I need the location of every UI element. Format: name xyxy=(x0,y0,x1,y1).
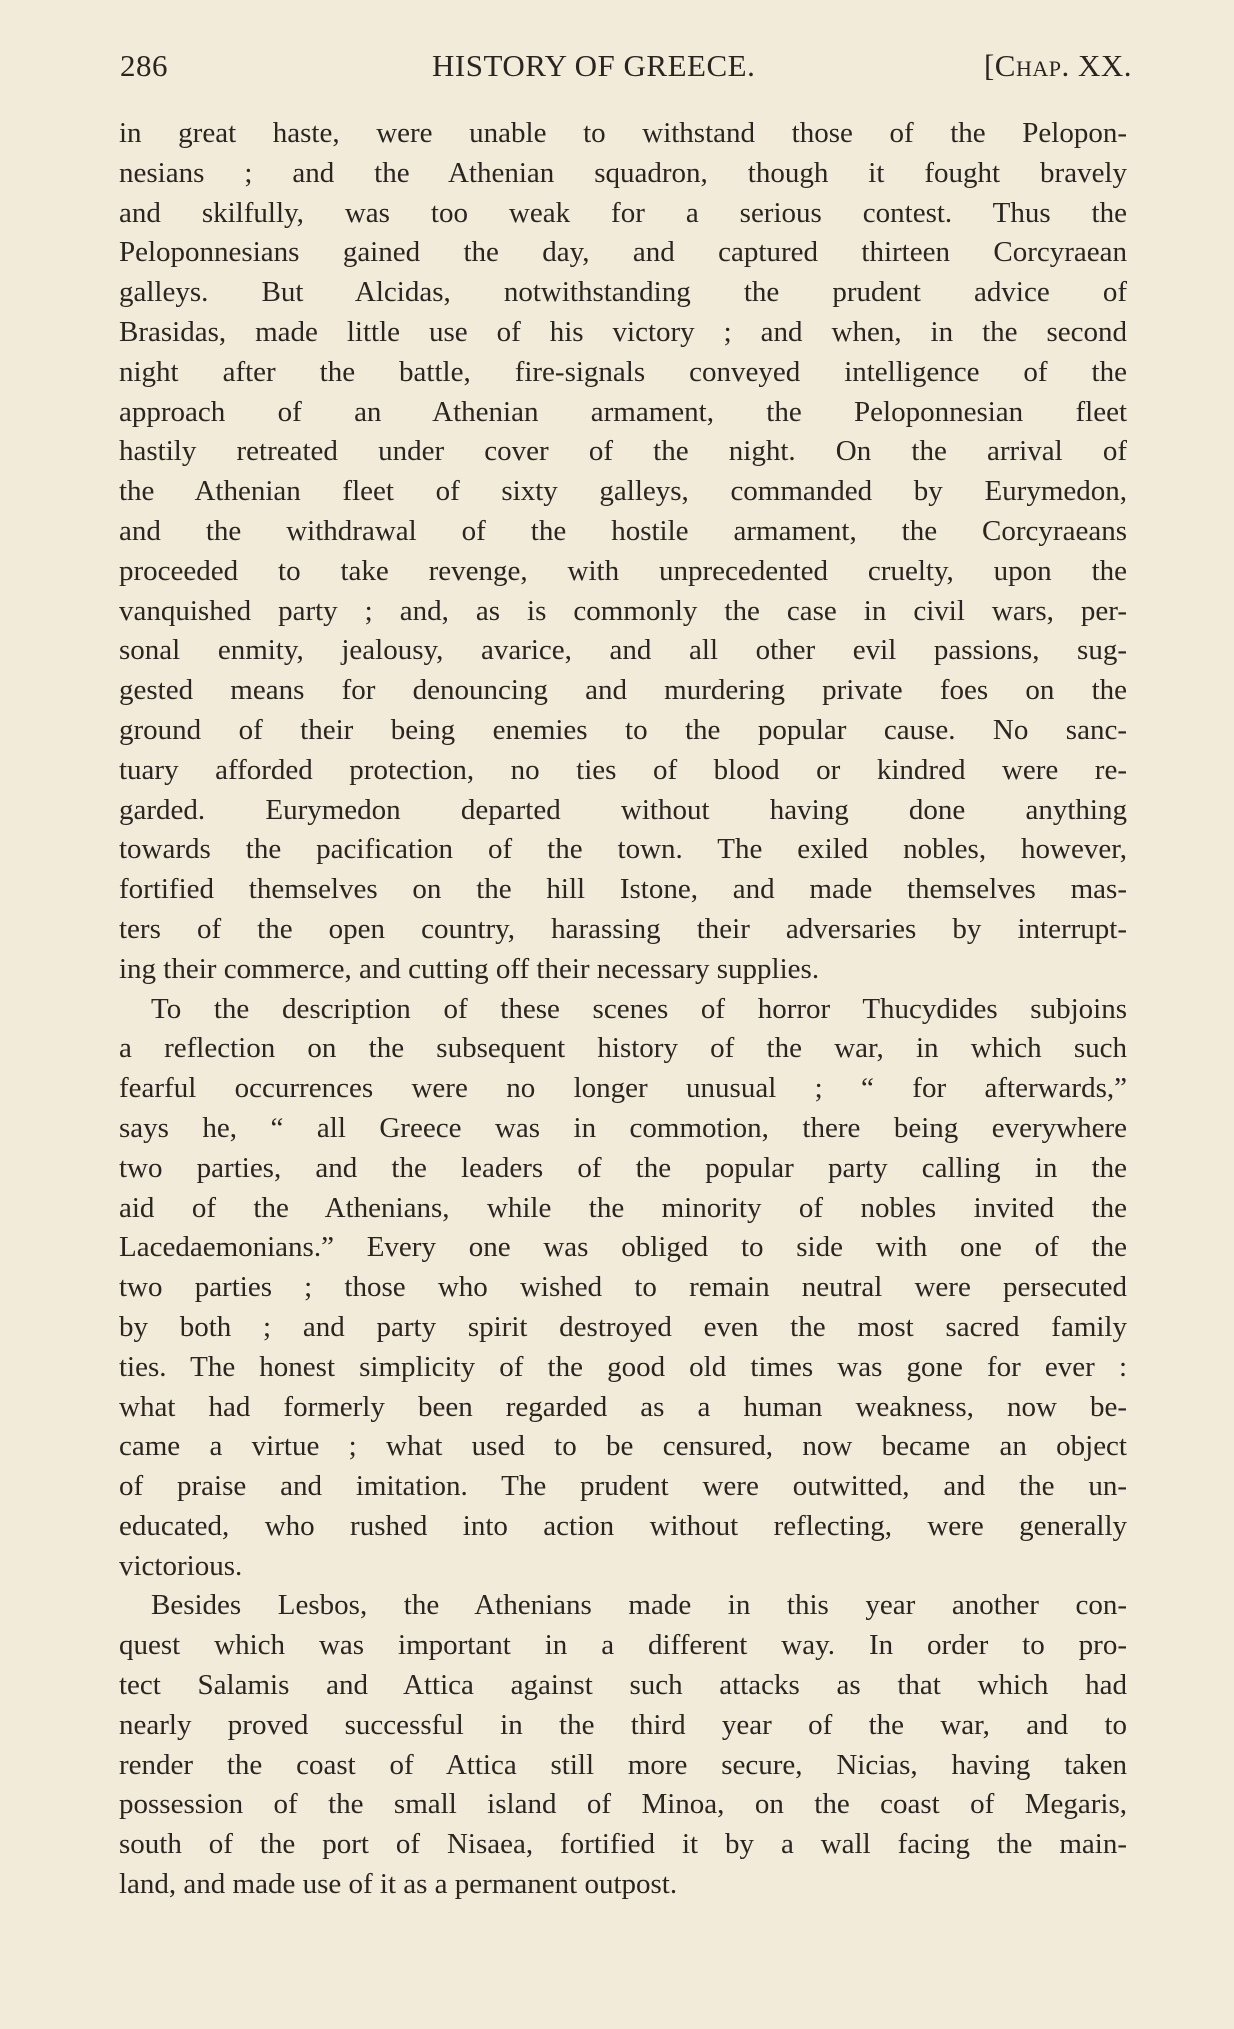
text-line: proceeded to take revenge, with unprecedented cruelty, upon the xyxy=(119,554,1127,587)
running-header xyxy=(120,48,1132,92)
text-line: fearful occurrences were no longer unusual ; “ for afterwards,” xyxy=(119,1072,1127,1105)
text-line: Peloponnesians gained the day, and captured thirteen Corcyraean xyxy=(119,236,1127,269)
text-line: victorious. xyxy=(119,1549,243,1582)
text-line: two parties ; those who wished to remain neutral were persecuted xyxy=(119,1271,1127,1304)
body-text xyxy=(119,114,1127,1905)
text-line: a reflection on the subsequent history of the war, in which such xyxy=(119,1032,1127,1065)
text-line: nearly proved successful in the third year of the war, and to xyxy=(119,1708,1127,1741)
text-line: and the withdrawal of the hostile armament, the Corcyraeans xyxy=(119,514,1127,547)
text-line: Besides Lesbos, the Athenians made in this year another con- xyxy=(151,1589,1127,1622)
paragraph-2 xyxy=(119,990,1127,1587)
text-line: sonal enmity, jealousy, avarice, and all other evil passions, sug- xyxy=(119,634,1127,667)
text-line: what had formerly been regarded as a human weakness, now be- xyxy=(119,1390,1127,1423)
text-line: says he, “ all Greece was in commotion, there being everywhere xyxy=(119,1111,1127,1144)
text-line: in great haste, were unable to withstand those of the Pelopon- xyxy=(119,117,1127,149)
paragraph-1 xyxy=(119,114,1127,990)
paragraph-3 xyxy=(119,1586,1127,1904)
text-line: To the description of these scenes of horror Thucydides subjoins xyxy=(151,992,1127,1025)
text-line: gested means for denouncing and murdering private foes on the xyxy=(119,674,1127,707)
text-line: the Athenian fleet of sixty galleys, commanded by Eurymedon, xyxy=(119,475,1127,508)
text-line: Brasidas, made little use of his victory ; and when, in the second xyxy=(119,315,1127,348)
text-line: by both ; and party spirit destroyed even the most sacred family xyxy=(119,1310,1127,1343)
text-line: Lacedaemonians.” Every one was obliged to side with one of the xyxy=(119,1231,1127,1264)
running-title: HISTORY OF GREECE. xyxy=(432,48,756,83)
text-line: vanquished party ; and, as is commonly the case in civil wars, per- xyxy=(119,594,1127,627)
text-line: educated, who rushed into action without reflecting, were generally xyxy=(119,1509,1127,1542)
text-line: quest which was important in a different way. In order to pro- xyxy=(119,1629,1127,1662)
text-line: came a virtue ; what used to be censured, now became an object xyxy=(119,1430,1127,1463)
text-line: garded. Eurymedon departed without having done anything xyxy=(119,793,1127,826)
text-line: ground of their being enemies to the popular cause. No sanc- xyxy=(119,713,1127,746)
text-line: tuary afforded protection, no ties of blood or kindred were re- xyxy=(119,753,1127,786)
text-line: ties. The honest simplicity of the good old times was gone for ever : xyxy=(119,1350,1127,1383)
text-line: two parties, and the leaders of the popular party calling in the xyxy=(119,1151,1127,1184)
text-line: and skilfully, was too weak for a serious contest. Thus the xyxy=(119,196,1127,229)
text-line: of praise and imitation. The prudent were outwitted, and the un- xyxy=(119,1470,1127,1503)
text-line: render the coast of Attica still more secure, Nicias, having taken xyxy=(119,1748,1127,1781)
text-line: ing their commerce, and cutting off their necessary supplies. xyxy=(119,952,820,985)
text-line: fortified themselves on the hill Istone, and made themselves mas- xyxy=(119,873,1127,906)
text-line: tect Salamis and Attica against such attacks as that which had xyxy=(119,1669,1127,1702)
text-line: towards the pacification of the town. The exiled nobles, however, xyxy=(119,833,1127,866)
text-line: nesians ; and the Athenian squadron, though it fought bravely xyxy=(119,156,1127,189)
chapter-label: [Chap. XX. xyxy=(983,48,1132,83)
text-line: night after the battle, fire-signals conveyed intelligence of the xyxy=(119,355,1127,388)
text-line: approach of an Athenian armament, the Peloponnesian fleet xyxy=(119,395,1127,428)
text-line: aid of the Athenians, while the minority of nobles invited the xyxy=(119,1191,1127,1224)
page-number: 286 xyxy=(120,48,168,83)
text-line: galleys. But Alcidas, notwithstanding the prudent advice of xyxy=(119,276,1127,309)
text-line: south of the port of Nisaea, fortified it by a wall facing the main- xyxy=(119,1828,1127,1861)
text-line: land, and made use of it as a permanent outpost. xyxy=(119,1868,678,1901)
text-line: ters of the open country, harassing their adversaries by interrupt- xyxy=(119,912,1127,945)
text-line: possession of the small island of Minoa, on the coast of Megaris, xyxy=(119,1788,1127,1821)
text-line: hastily retreated under cover of the night. On the arrival of xyxy=(119,435,1127,468)
